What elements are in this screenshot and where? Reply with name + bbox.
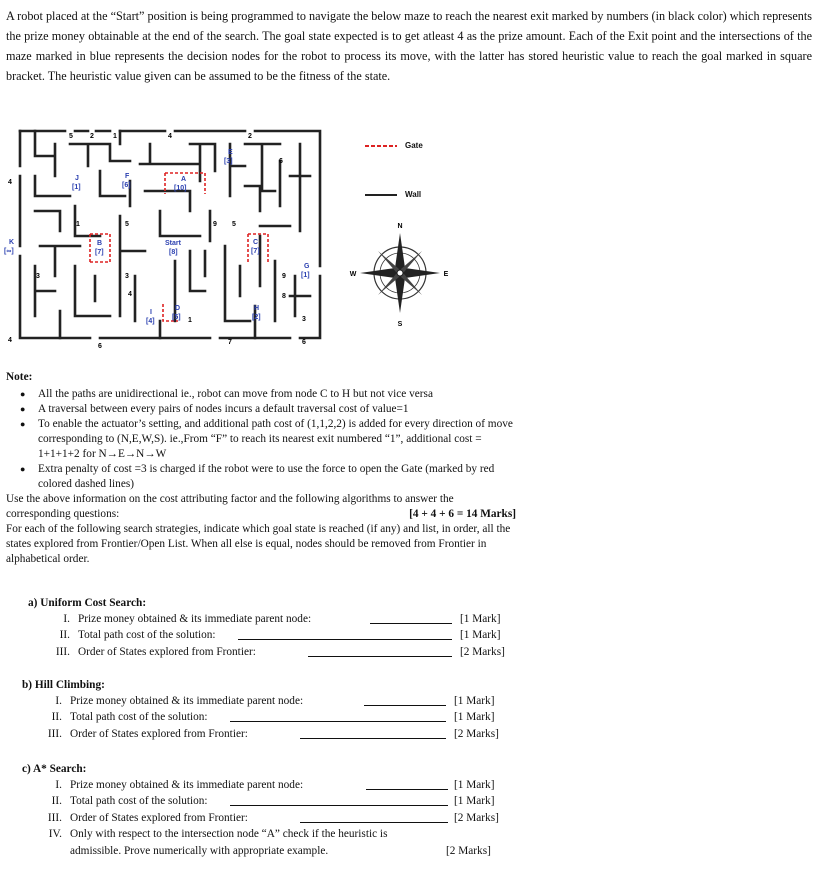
qa-item-2-text: Total path cost of the solution: [78,629,216,641]
exit-top-1: 5 [69,133,73,140]
node-start-h: [8] [169,249,178,256]
instructions-para-1 [6,492,516,522]
qa-item-3-marks: [2 Marks] [460,645,505,658]
exit-bottom-3: 7 [228,339,232,346]
qa-item-1-marks: [1 Mark] [460,612,501,625]
node-e: E [228,149,233,156]
node-b-h: [7] [95,249,104,256]
maze-walls [20,131,320,338]
qb-item-2-marks: [1 Mark] [454,711,495,723]
node-k-h: [∞] [4,248,14,255]
note-bullet-4: ● Extra penalty of cost =3 is charged if the robot were to use the force to open the Gate (marked by red colored dashed lines) [26,462,516,492]
exit-inner-left: 3 [36,273,40,280]
intro-paragraph: A robot placed at the “Start” position is being programmed to navigate the below maze to reach the nearest exit marked by numbers (in black color) which represents the prize money obtainable at the end of the search. The goal state expected is to get atleast 4 as the prize amount. Each of the Exit point and the intersections of the maze marked in blue represents the decision nodes for the robot to process its move, with the latter has stored heuristic value to reach the goal marked in square bracket. The heuristic value given can be assumed to be the fitness of the state. [6,9,812,83]
exit-inner-2: 5 [125,221,129,228]
qb-item-3-marks: [2 Marks] [454,727,499,740]
qb-item-1-num: I. [55,694,62,707]
qa-item-3-num: III. [55,645,70,658]
node-j: J [75,175,79,182]
question-c [22,762,502,860]
qa-item-3 [50,645,508,662]
qa-item-1-num: I. [63,612,70,625]
note-bullet-1: ● All the paths are unidirectional ie., robot can move from node C to H but not vice versa [26,387,516,402]
exit-right-2: 9 [282,273,286,280]
node-h-h: [2] [252,314,261,321]
exit-bottom-2: 6 [98,343,102,350]
total-marks: [4 + 4 + 6 = 14 Marks] [409,508,516,520]
node-g: G [304,263,310,270]
instructions-para-2: For each of the following search strategies, indicate which goal state is reached (if any) and list, in order, all the states explored from Frontier/Open List. When all else is equal, nodes should be removed from Frontier in alphabetical order. [6,523,511,565]
question-a-heading: a) Uniform Cost Search: [28,597,147,609]
qc-item-2-text: Total path cost of the solution: [70,795,208,807]
qb-item-1 [42,694,502,711]
node-i: I [150,309,152,316]
node-e-h: [3] [224,158,233,165]
exit-top-4: 4 [168,133,172,140]
qc-item-4-text: Only with respect to the intersection node “A” check if the heuristic is [70,828,388,840]
exit-inner-4: 5 [232,221,236,228]
note-title: Note: [6,371,33,383]
qc-item-3-text: Order of States explored from Frontier: [70,811,248,824]
node-a: A [181,176,187,183]
question-b [22,678,502,743]
qb-item-3 [42,727,502,744]
qb-answer-line-3[interactable] [300,727,446,739]
qc-item-4-text2: admissible. Prove numerically with appropriate example. [70,844,329,857]
qc-item-3 [42,811,502,828]
qc-item-4-cont [42,844,502,861]
qc-item-1-num: I. [55,778,62,791]
exit-top-5: 2 [248,133,252,140]
node-start: Start [165,240,181,247]
qb-item-1-text: Prize money obtained & its immediate parent node: [70,694,304,707]
node-f: F [125,173,130,180]
qa-item-2 [50,628,508,645]
qc-item-2-marks: [1 Mark] [454,795,495,807]
exit-top-2: 2 [90,133,94,140]
note-bullets [6,387,516,492]
qc-answer-line-2[interactable] [230,794,448,806]
node-j-h: [1] [72,184,81,191]
qc-item-1 [42,778,502,795]
instructions-text: Use the above information on the cost attributing factor and the following algorithms to answer the corresponding questions: [6,493,454,520]
qb-item-3-text: Order of States explored from Frontier: [70,727,248,740]
note-bullet-3: ● To enable the actuator’s setting, and additional path cost of (1,1,2,2) is added for every direction of move corresponding to (N,E,W,S). ie.,From “F” to reach its nearest exit numbered “1”, additional cost = 1+1+1+2 for N→E→N→W [26,417,516,462]
qa-item-1-text: Prize money obtained & its immediate parent node: [78,612,312,625]
qc-item-4 [42,827,502,844]
qc-item-2 [42,794,502,811]
exit-top-3: 1 [113,133,117,140]
node-d-h: [5] [172,314,181,321]
qb-item-2 [42,710,502,727]
question-b-heading: b) Hill Climbing: [22,679,105,691]
qc-item-4-marks: [2 Marks] [446,844,491,857]
qa-item-1 [50,612,508,629]
node-c: C [253,239,259,246]
exit-inner-mid: 3 [125,273,129,280]
node-f-h: [6] [122,182,131,189]
question-c-heading: c) A* Search: [22,763,87,775]
exit-inner-3: 9 [213,221,217,228]
qc-item-2-num: II. [51,795,62,807]
qb-item-2-text: Total path cost of the solution: [70,711,208,723]
qa-answer-line-2[interactable] [238,628,452,640]
exit-inner-1: 1 [76,221,80,228]
node-a-h: [10] [174,185,187,192]
note-bullet-2: ● A traversal between every pairs of nodes incurs a default traversal cost of value=1 [26,402,516,417]
note-section [6,370,516,567]
node-c-h: [7] [251,248,260,255]
node-b: B [97,240,103,247]
compass-icon [348,218,452,328]
compass-rose [348,218,452,333]
legend-lines [365,138,405,198]
qb-item-1-marks: [1 Mark] [454,694,495,707]
compass-w: W [349,271,357,278]
qb-answer-line-2[interactable] [230,710,446,722]
exit-left-1: 4 [8,179,12,186]
exit-inner-5: 4 [128,291,132,298]
qa-answer-line-3[interactable] [308,645,452,657]
exit-bottom-4: 6 [302,339,306,346]
qa-answer-line-1[interactable] [370,612,452,624]
maze-nodes [4,149,310,325]
qb-item-3-num: III. [47,727,62,740]
node-k: K [9,239,15,246]
compass-s: S [397,321,403,328]
legend-gate-label: Gate [405,141,423,150]
qc-answer-line-3[interactable] [300,811,448,823]
exit-right-3: 8 [282,293,286,300]
node-h: H [254,305,260,312]
qc-item-1-marks: [1 Mark] [454,778,495,791]
qc-item-3-num: III. [47,811,62,824]
qa-item-3-text: Order of States explored from Frontier: [78,645,256,658]
node-i-h: [4] [146,318,155,325]
qc-answer-line-1[interactable] [366,778,448,790]
qc-item-4-num: IV. [48,828,62,840]
exit-right-4: 3 [302,316,306,323]
qb-answer-line-1[interactable] [364,694,446,706]
qa-item-2-marks: [1 Mark] [460,629,501,641]
exit-bottom-1: 4 [8,337,12,344]
compass-n: N [397,223,403,230]
legend-wall-label: Wall [405,190,422,199]
node-d: D [175,305,181,312]
qc-item-3-marks: [2 Marks] [454,811,499,824]
qa-item-2-num: II. [59,629,70,641]
node-g-h: [1] [301,272,310,279]
exit-inner-6: 1 [188,317,192,324]
exit-right-1: 6 [279,158,283,165]
compass-e: E [443,271,449,278]
qc-item-1-text: Prize money obtained & its immediate parent node: [70,778,304,791]
qb-item-2-num: II. [51,711,62,723]
question-a [28,596,508,661]
